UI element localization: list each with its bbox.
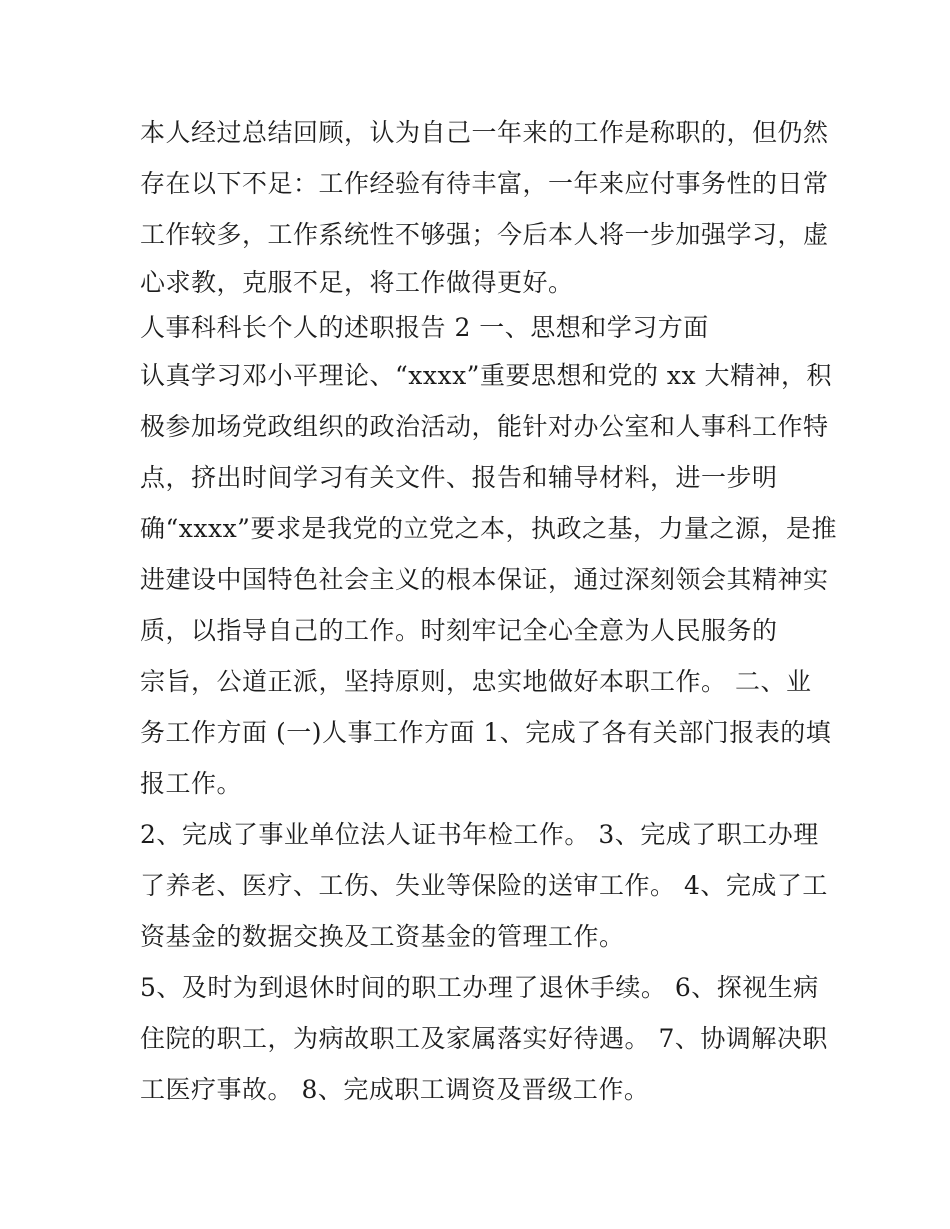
text-line: 工医疗事故。 8、完成职工调资及晋级工作。: [140, 1075, 650, 1104]
text-line: 心求教，克服不足，将工作做得更好。: [140, 268, 574, 297]
text-line: 资基金的数据交换及工资基金的管理工作。: [140, 922, 625, 951]
text-line: 本人经过总结回顾，认为自己一年来的工作是称职的，但仍然: [140, 118, 829, 147]
text-line: 务工作方面 (一)人事工作方面 1、完成了各有关部门报表的填: [140, 718, 832, 747]
text-line: 进建设中国特色社会主义的根本保证，通过深刻领会其精神实: [140, 565, 829, 594]
text-line: 住院的职工，为病故职工及家属落实好待遇。 7、协调解决职: [140, 1024, 828, 1053]
text-line: 2、完成了事业单位法人证书年检工作。 3、完成了职工办理: [140, 820, 819, 849]
document-body: [140, 107, 837, 1115]
section-heading: 人事科科长个人的述职报告 2 一、思想和学习方面: [140, 313, 709, 342]
text-line: 质，以指导自己的工作。时刻牢记全心全意为人民服务的: [140, 616, 778, 645]
text-line: 确“xxxx”要求是我党的立党之本，执政之基，力量之源，是推: [140, 514, 837, 543]
text-line: 存在以下不足：工作经验有待丰富，一年来应付事务性的日常: [140, 169, 829, 198]
text-line: 5、及时为到退休时间的职工办理了退休手续。 6、探视生病: [140, 973, 819, 1002]
text-line: 报工作。: [140, 769, 243, 798]
text-line: 工作较多，工作系统性不够强；今后本人将一步加强学习，虚: [140, 220, 829, 249]
text-line: 了养老、医疗、工伤、失业等保险的送审工作。 4、完成了工: [140, 871, 828, 900]
text-line: 点，挤出时间学习有关文件、报告和辅导材料，进一步明: [140, 463, 778, 492]
text-line: 宗旨，公道正派，坚持原则，忠实地做好本职工作。 二、业: [140, 667, 812, 696]
text-line: 认真学习邓小平理论、“xxxx”重要思想和党的 xx 大精神，积: [140, 361, 833, 390]
text-line: 极参加场党政组织的政治活动，能针对办公室和人事科工作特: [140, 412, 829, 441]
